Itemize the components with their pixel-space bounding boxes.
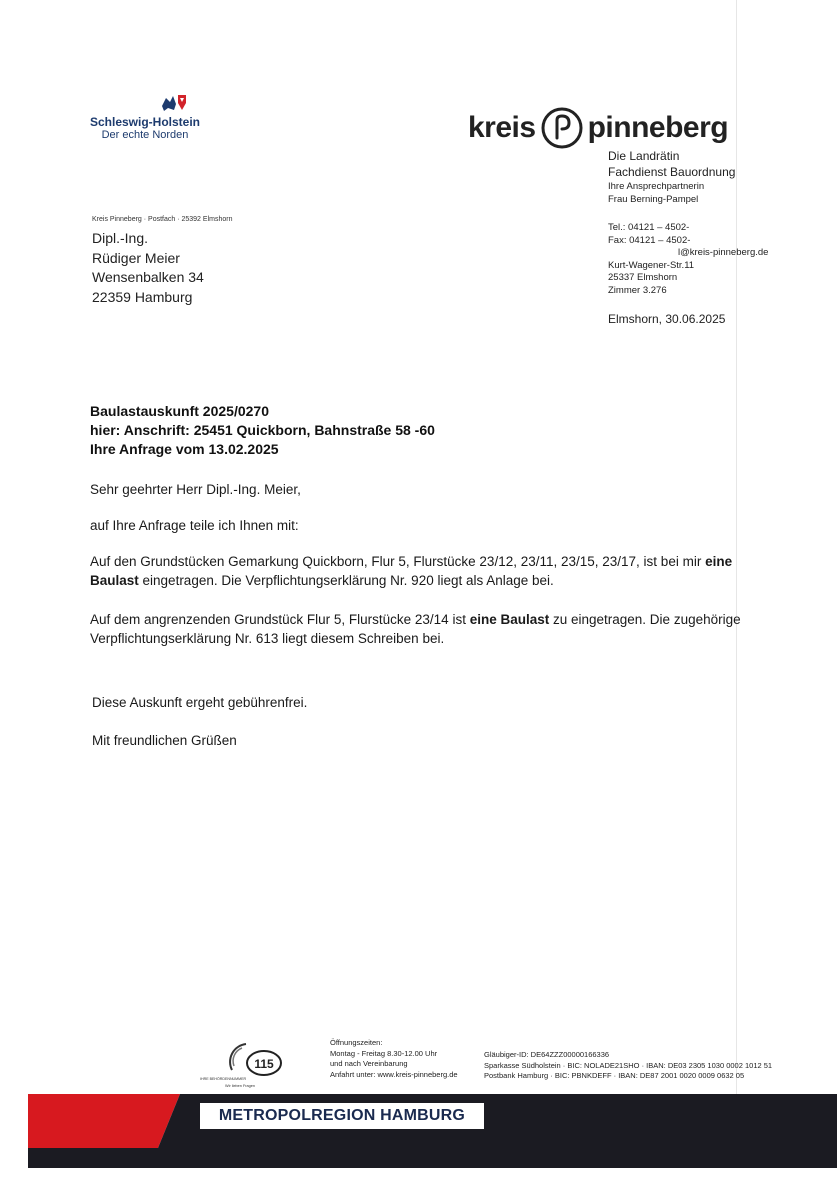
hours-line: Montag - Freitag 8.30-12.00 Uhr — [330, 1048, 438, 1058]
bank-account-postbank: Postbank Hamburg · BIC: PBNKDEFF · IBAN: DE87 2001 0020 0009 0632 05 — [484, 1071, 745, 1080]
logo-word-kreis: kreis — [468, 111, 536, 144]
subject-address: hier: Anschrift: 25451 Quickborn, Bahnstraße 58 -60 — [90, 422, 435, 438]
paragraph-text: eingetragen. Die Verpflichtungserklärung Nr. 920 liegt als Anlage bei. — [138, 573, 554, 588]
bank-account-sparkasse: Sparkasse Südholstein · BIC: NOLADE21SHO · IBAN: DE03 2305 1030 0002 1012 51 — [484, 1060, 773, 1070]
paragraph-main-parcels — [90, 552, 760, 590]
paragraph-text: Auf den Grundstücken Gemarkung Quickborn, Flur 5, Flurstücke 23/12, 23/11, 23/15, 23/17, ist bei mir — [90, 554, 706, 569]
paragraph-adjacent-parcel — [90, 610, 770, 648]
letter-date: Elmshorn, 30.06.2025 — [608, 312, 726, 326]
badge-tagline: Wir lieben Fragen — [225, 1084, 255, 1088]
sender-city: 25337 Elmshorn — [608, 272, 678, 283]
behoerdennummer-115-logo — [196, 1040, 286, 1090]
closing-greeting: Mit freundlichen Grüßen — [92, 733, 237, 748]
sender-street: Kurt-Wagener-Str.11 — [608, 259, 695, 271]
state-name: Schleswig-Holstein — [89, 115, 201, 129]
recipient-street: Wensenbalken 34 — [92, 269, 204, 285]
paragraph-text: zu eingetragen. Die zugehörige Verpflichtungserklärung Nr. 613 liegt diesem Schreiben bei. — [90, 612, 741, 646]
paragraph-emphasis: eine Baulast — [469, 612, 550, 627]
state-claim: Der echte Norden — [101, 129, 189, 141]
metropolregion-label: METROPOLREGION HAMBURG — [200, 1103, 484, 1129]
recipient-city: 22359 Hamburg — [92, 288, 193, 305]
sender-room: Zimmer 3.276 — [608, 284, 667, 296]
fee-statement: Diese Auskunft ergeht gebührenfrei. — [92, 695, 308, 710]
hours-title: Öffnungszeiten: — [330, 1038, 383, 1047]
sender-authority: Die Landrätin — [608, 149, 680, 163]
contact-block — [608, 222, 768, 297]
kreis-pinneberg-logo — [468, 108, 728, 148]
sender-block — [608, 148, 735, 206]
paragraph-emphasis: eine Baulast — [90, 554, 733, 588]
paragraph-text: Auf dem angrenzenden Grundstück Flur 5, Flurstücke 23/14 ist — [90, 612, 470, 627]
salutation: Sehr geehrter Herr Dipl.-Ing. Meier, — [90, 482, 301, 497]
hours-directions: Anfahrt unter: www.kreis-pinneberg.de — [330, 1069, 458, 1079]
recipient-name: Rüdiger Meier — [92, 249, 180, 266]
sender-email: l@kreis-pinneberg.de — [678, 247, 769, 258]
sender-tel: Tel.: 04121 – 4502- — [608, 222, 690, 233]
coat-of-arms-icon — [158, 92, 194, 114]
subject-request-date: Ihre Anfrage vom 13.02.2025 — [90, 441, 279, 457]
subject-reference: Baulastauskunft 2025/0270 — [90, 403, 269, 419]
subject-block — [90, 402, 435, 459]
creditor-id: Gläubiger-ID: DE64ZZZ00000166336 — [484, 1050, 610, 1059]
badge-number: 115 — [254, 1057, 274, 1071]
sender-contact-label: Ihre Ansprechpartnerin — [608, 181, 705, 192]
logo-word-pinneberg: pinneberg — [587, 111, 729, 144]
intro-sentence: auf Ihre Anfrage teile ich Ihnen mit: — [90, 518, 299, 533]
sender-contact-name: Frau Berning-Pampel — [608, 194, 699, 205]
badge-caption: IHRE BEHÖRDENNUMMER — [200, 1077, 247, 1081]
hours-line: und nach Vereinbarung — [330, 1059, 408, 1068]
return-address-line: Kreis Pinneberg · Postfach · 25392 Elmshorn — [92, 216, 233, 223]
kreis-logo-circle-icon — [540, 106, 584, 150]
sender-department: Fachdienst Bauordnung — [608, 165, 736, 179]
recipient-title: Dipl.-Ing. — [92, 230, 149, 246]
sender-fax: Fax: 04121 – 4502- — [608, 234, 691, 246]
bank-details — [484, 1050, 772, 1082]
opening-hours — [330, 1038, 458, 1080]
recipient-address — [92, 229, 204, 307]
